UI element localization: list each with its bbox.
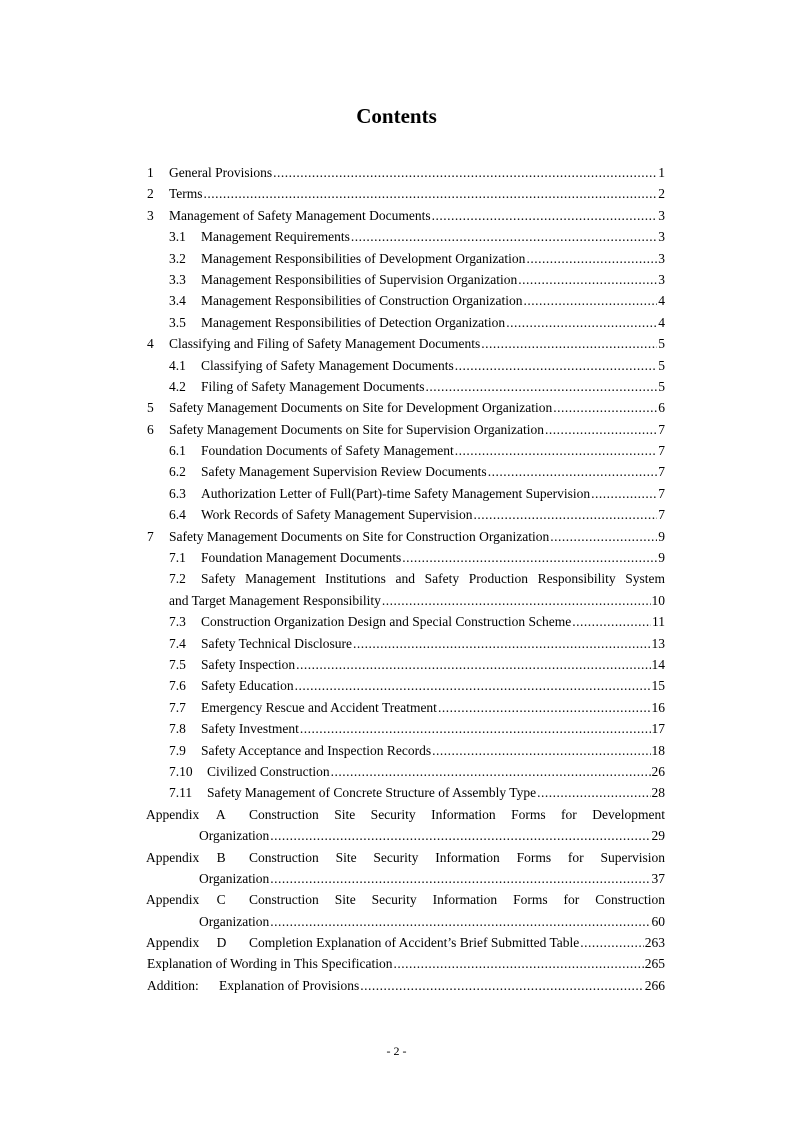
- dot-leader: [506, 312, 657, 333]
- toc-entry-title: Authorization Letter of Full(Part)-time Safety Management Supervision: [201, 485, 591, 501]
- toc-entry-number: 4.1: [169, 357, 186, 373]
- toc-entry-number: 4.2: [169, 378, 186, 394]
- dot-leader: [537, 782, 650, 803]
- toc-entry-page: 10: [651, 592, 665, 608]
- dot-leader: [591, 483, 657, 504]
- table-of-contents: [0, 162, 793, 996]
- toc-entry-number: 3.2: [169, 250, 186, 266]
- toc-entry-title: Safety Inspection: [201, 656, 296, 672]
- dot-leader: [360, 975, 644, 996]
- dot-leader: [455, 440, 658, 461]
- toc-entry-page: 16: [651, 699, 665, 715]
- toc-entry-title: Explanation of Wording in This Specification: [147, 956, 393, 972]
- toc-entry-title: Foundation Documents of Safety Management: [201, 443, 454, 459]
- toc-entry-number: 7.3: [169, 614, 186, 630]
- toc-entry-page: 5: [658, 378, 665, 394]
- toc-entry: [0, 953, 793, 974]
- toc-entry-title: Management of Safety Management Documents: [169, 207, 431, 223]
- toc-entry: [0, 740, 793, 761]
- dot-leader: [488, 461, 658, 482]
- toc-entry-number: 3.3: [169, 271, 186, 287]
- dot-leader: [550, 526, 657, 547]
- toc-entry-title: Terms: [169, 186, 203, 202]
- toc-entry-title: Safety Management of Concrete Structure of Assembly Type: [207, 785, 537, 801]
- toc-entry-title: Completion Explanation of Accident’s Brief Submitted Table: [249, 935, 580, 951]
- toc-entry-page: 18: [651, 742, 665, 758]
- toc-entry-page: 7: [658, 464, 665, 480]
- toc-entry-title-continuation: and Target Management Responsibility: [169, 592, 381, 608]
- dot-leader: [270, 868, 650, 889]
- toc-entry-number: 6.2: [169, 464, 186, 480]
- dot-leader: [296, 654, 650, 675]
- toc-entry-title: Construction Site Security Information Forms for Supervision: [249, 849, 665, 865]
- toc-entry-page: 1: [658, 165, 665, 180]
- dot-leader: [572, 611, 651, 632]
- toc-entry-page: 15: [651, 678, 665, 694]
- toc-entry-title: Work Records of Safety Management Supervision: [201, 507, 473, 523]
- toc-entry-number: Appendix C: [146, 892, 226, 908]
- toc-entry-number: 7.7: [169, 699, 186, 715]
- toc-entry: [0, 355, 793, 376]
- toc-entry-page: 4: [658, 293, 665, 309]
- toc-entry: [0, 932, 793, 953]
- toc-entry-number: 7.11: [169, 785, 193, 801]
- toc-entry-title: Civilized Construction: [207, 763, 330, 779]
- toc-entry-number: 7.5: [169, 656, 186, 672]
- toc-entry-title: Management Responsibilities of Development Organization: [201, 250, 526, 266]
- toc-entry-page: 6: [658, 400, 665, 416]
- toc-entry-continuation: [0, 911, 793, 932]
- toc-entry: [0, 205, 793, 226]
- dot-leader: [402, 547, 657, 568]
- toc-entry-number: 7.9: [169, 742, 186, 758]
- toc-entry-title: Explanation of Provisions: [219, 977, 360, 993]
- dot-leader: [273, 162, 657, 183]
- dot-leader: [518, 269, 657, 290]
- toc-entry-page: 5: [658, 336, 665, 352]
- toc-entry-page: 3: [658, 229, 665, 245]
- toc-entry-number: 6.1: [169, 443, 186, 459]
- dot-leader: [545, 419, 657, 440]
- toc-entry: [0, 761, 793, 782]
- toc-entry-page: 5: [658, 357, 665, 373]
- dot-leader: [270, 825, 650, 846]
- toc-entry-title-continuation: Organization: [199, 828, 270, 844]
- toc-entry-title-continuation: Organization: [199, 870, 270, 886]
- toc-entry: [0, 611, 793, 632]
- toc-entry-title: Construction Organization Design and Special Construction Scheme: [201, 614, 572, 630]
- toc-entry-number: 3.1: [169, 229, 186, 245]
- toc-entry-page: 13: [651, 635, 665, 651]
- toc-entry-page: 263: [644, 935, 665, 951]
- toc-entry-number: 5: [147, 400, 154, 416]
- dot-leader: [523, 290, 657, 311]
- toc-entry-page: 29: [651, 828, 665, 844]
- dot-leader: [331, 761, 651, 782]
- toc-entry: [0, 461, 793, 482]
- toc-entry-title: Filing of Safety Management Documents: [201, 378, 425, 394]
- dot-leader: [204, 183, 658, 204]
- toc-entry-number: 7.4: [169, 635, 186, 651]
- toc-entry-title: Classifying of Safety Management Documents: [201, 357, 454, 373]
- toc-entry-title: Safety Technical Disclosure: [201, 635, 353, 651]
- dot-leader: [300, 718, 651, 739]
- toc-entry-number: 3.5: [169, 314, 186, 330]
- toc-entry-page: 28: [651, 785, 665, 801]
- toc-entry-title: Classifying and Filing of Safety Management Documents: [169, 336, 481, 352]
- toc-entry-number: Appendix B: [146, 849, 226, 865]
- toc-entry-title: Safety Management Documents on Site for Supervision Organization: [169, 421, 545, 437]
- toc-entry-number: 7.2: [169, 571, 186, 587]
- dot-leader: [438, 697, 651, 718]
- toc-entry-number: 1: [147, 165, 154, 180]
- toc-entry: [0, 312, 793, 333]
- dot-leader: [481, 333, 657, 354]
- dot-leader: [425, 376, 657, 397]
- toc-entry-title: Emergency Rescue and Accident Treatment: [201, 699, 437, 715]
- toc-entry: [0, 248, 793, 269]
- toc-entry: [0, 633, 793, 654]
- toc-entry: [0, 333, 793, 354]
- toc-entry-number: 6.4: [169, 507, 186, 523]
- toc-entry-page: 4: [658, 314, 665, 330]
- toc-entry-number: Addition:: [147, 977, 199, 993]
- toc-entry-number: 3: [147, 207, 154, 223]
- toc-entry: [0, 226, 793, 247]
- toc-entry-title: Management Responsibilities of Detection Organization: [201, 314, 506, 330]
- toc-entry: [0, 654, 793, 675]
- toc-entry: [0, 269, 793, 290]
- toc-entry-title: Safety Management Documents on Site for Construction Organization: [169, 528, 550, 544]
- toc-entry-page: 7: [658, 485, 665, 501]
- toc-entry-title: Safety Education: [201, 678, 294, 694]
- dot-leader: [526, 248, 657, 269]
- toc-entry-page: 265: [644, 956, 665, 972]
- toc-entry-page: 3: [658, 207, 665, 223]
- toc-entry: [0, 804, 793, 825]
- dot-leader: [270, 911, 650, 932]
- toc-entry-number: Appendix D: [146, 935, 227, 951]
- toc-entry-title: Management Responsibilities of Construction Organization: [201, 293, 523, 309]
- toc-entry-number: 6: [147, 421, 154, 437]
- toc-entry-title-continuation: Organization: [199, 913, 270, 929]
- toc-entry: [0, 526, 793, 547]
- toc-entry-page: 7: [658, 507, 665, 523]
- dot-leader: [353, 633, 650, 654]
- toc-entry-title: Safety Management Institutions and Safety Production Responsibility System: [201, 571, 665, 587]
- toc-entry-page: 7: [658, 421, 665, 437]
- toc-entry-title: Management Requirements: [201, 229, 350, 245]
- toc-entry: [0, 183, 793, 204]
- dot-leader: [473, 504, 657, 525]
- toc-entry-number: 7.6: [169, 678, 186, 694]
- toc-entry-continuation: [0, 825, 793, 846]
- toc-entry: [0, 697, 793, 718]
- toc-entry: [0, 547, 793, 568]
- dot-leader: [553, 397, 657, 418]
- toc-entry-title: General Provisions: [169, 165, 273, 180]
- toc-entry-page: 2: [658, 186, 665, 202]
- toc-entry-page: 37: [651, 870, 665, 886]
- toc-entry-number: 2: [147, 186, 154, 202]
- dot-leader: [432, 740, 650, 761]
- toc-entry: [0, 975, 793, 996]
- toc-entry-number: 6.3: [169, 485, 186, 501]
- toc-entry: [0, 847, 793, 868]
- toc-entry-page: 3: [658, 271, 665, 287]
- page-number-footer: - 2 -: [386, 1044, 407, 1058]
- toc-entry: [0, 504, 793, 525]
- toc-entry-page: 7: [658, 443, 665, 459]
- dot-leader: [382, 590, 651, 611]
- dot-leader: [455, 355, 658, 376]
- toc-entry-number: 7.1: [169, 550, 186, 566]
- toc-entry-title: Safety Management Documents on Site for Development Organization: [169, 400, 553, 416]
- toc-entry-page: 11: [652, 614, 665, 630]
- toc-entry-number: 4: [147, 336, 154, 352]
- dot-leader: [394, 953, 644, 974]
- toc-entry-title: Foundation Management Documents: [201, 550, 402, 566]
- toc-entry: [0, 782, 793, 803]
- toc-entry-page: 26: [651, 763, 665, 779]
- toc-entry: [0, 162, 793, 183]
- dot-leader: [295, 675, 651, 696]
- toc-entry-number: 7: [147, 528, 154, 544]
- toc-entry: [0, 718, 793, 739]
- toc-entry-continuation: [0, 590, 793, 611]
- toc-entry-title: Construction Site Security Information Forms for Construction: [249, 892, 665, 908]
- toc-entry-title: Construction Site Security Information Forms for Development: [249, 806, 665, 822]
- toc-entry-title: Management Responsibilities of Supervision Organization: [201, 271, 518, 287]
- toc-entry: [0, 376, 793, 397]
- toc-entry-number: Appendix A: [146, 806, 226, 822]
- dot-leader: [580, 932, 644, 953]
- toc-entry-page: 17: [651, 721, 665, 737]
- toc-entry-number: 7.10: [169, 763, 193, 779]
- toc-entry-title: Safety Investment: [201, 721, 299, 737]
- toc-entry: [0, 483, 793, 504]
- toc-entry-page: 9: [658, 528, 665, 544]
- toc-entry: [0, 568, 793, 589]
- toc-entry: [0, 440, 793, 461]
- page-title: Contents: [356, 104, 437, 128]
- dot-leader: [351, 226, 657, 247]
- toc-entry-continuation: [0, 868, 793, 889]
- toc-entry: [0, 675, 793, 696]
- toc-entry: [0, 290, 793, 311]
- toc-entry-number: 7.8: [169, 721, 186, 737]
- toc-entry-page: 14: [651, 656, 665, 672]
- toc-entry-title: Safety Acceptance and Inspection Records: [201, 742, 432, 758]
- toc-entry-page: 3: [658, 250, 665, 266]
- toc-entry: [0, 889, 793, 910]
- toc-entry-page: 60: [651, 913, 665, 929]
- dot-leader: [432, 205, 658, 226]
- toc-entry-number: 3.4: [169, 293, 186, 309]
- toc-entry: [0, 397, 793, 418]
- toc-entry-page: 266: [644, 977, 665, 993]
- toc-entry: [0, 419, 793, 440]
- toc-entry-title: Safety Management Supervision Review Documents: [201, 464, 487, 480]
- toc-entry-page: 9: [658, 550, 665, 566]
